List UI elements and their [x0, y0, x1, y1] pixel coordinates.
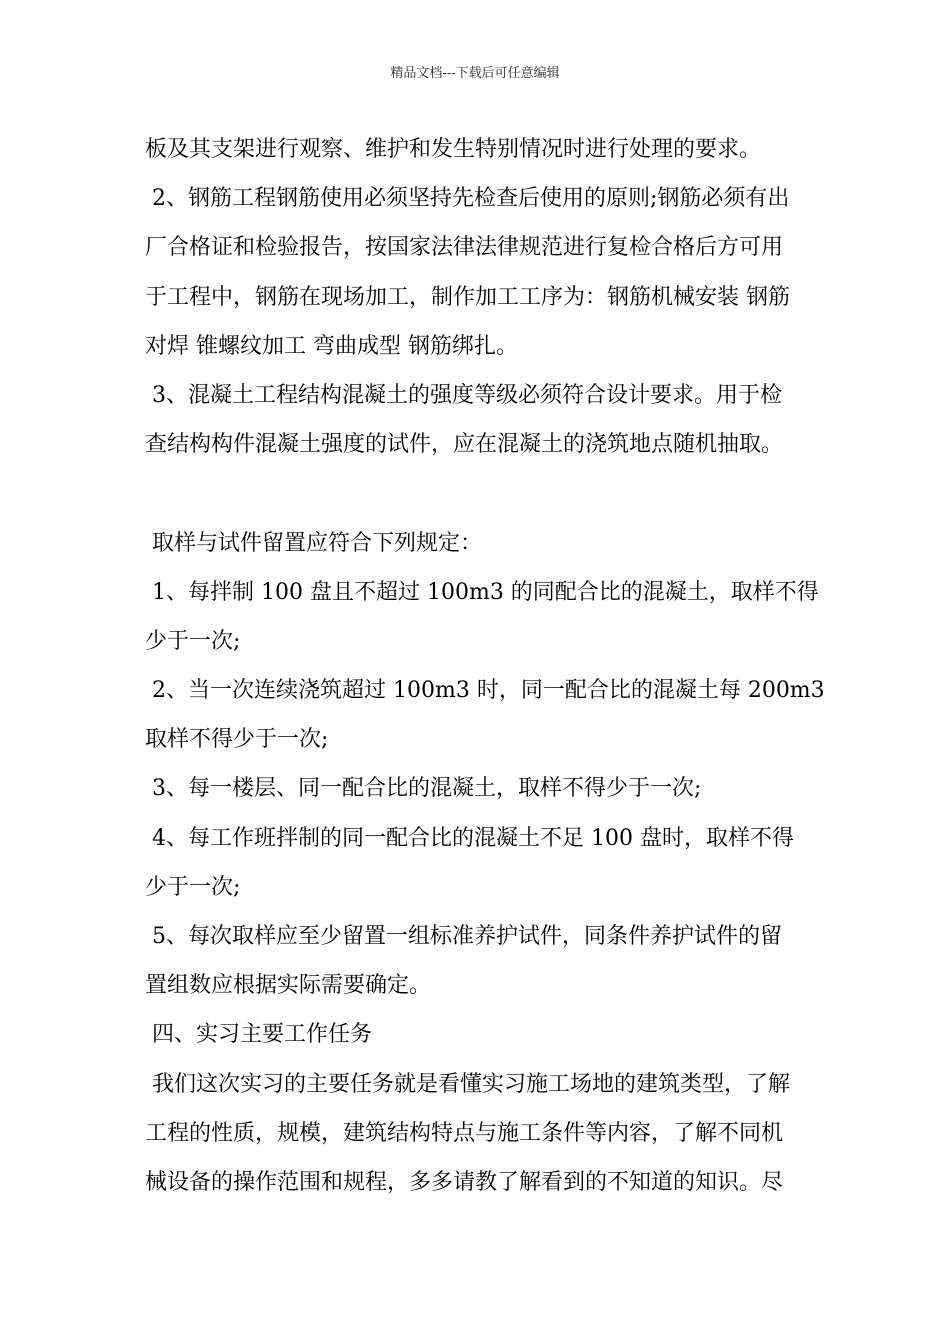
text-line: 2、当一次连续浇筑超过 100m3 时，同一配合比的混凝土每 200m3 — [145, 678, 825, 704]
page-header: 精品文档---下载后可任意编辑 — [390, 66, 560, 81]
text-line: 置组数应根据实际需要确定。 — [145, 973, 432, 999]
text-line: 厂合格证和检验报告，按国家法律法律规范进行复检合格后方可用 — [145, 235, 784, 261]
text-line: 查结构构件混凝土强度的试件，应在混凝土的浇筑地点随机抽取。 — [145, 432, 784, 458]
text-line: 板及其支架进行观察、维护和发生特别情况时进行处理的要求。 — [145, 137, 762, 162]
text-line: 取样不得少于一次; — [145, 727, 329, 753]
text-line: 少于一次; — [145, 874, 241, 900]
text-line: 械设备的操作范围和规程，多多请教了解看到的不知道的知识。尽 — [145, 1169, 784, 1195]
text-line: 4、每工作班拌制的同一配合比的混凝土不足 100 盘时，取样不得 — [145, 825, 794, 851]
text-line: 少于一次; — [145, 628, 241, 654]
blank-line — [145, 469, 807, 518]
text-line: 2、钢筋工程钢筋使用必须坚持先检查后使用的原则;钢筋必须有出 — [145, 186, 790, 212]
text-line: 1、每拌制 100 盘且不超过 100m3 的同配合比的混凝土，取样不得 — [145, 579, 819, 605]
text-line: 工程的性质，规模，建筑结构特点与施工条件等内容，了解不同机 — [145, 1120, 784, 1146]
text-line: 对焊 锥螺纹加工 弯曲成型 钢筋绑扎。 — [145, 333, 518, 359]
section-heading: 四、实习主要工作任务 — [145, 1022, 372, 1048]
text-line: 5、每次取样应至少留置一组标准养护试件，同条件养护试件的留 — [145, 924, 782, 949]
text-line: 3、混凝土工程结构混凝土的强度等级必须符合设计要求。用于检 — [145, 382, 782, 408]
text-line: 取样与试件留置应符合下列规定： — [145, 530, 482, 556]
text-line: 我们这次实习的主要任务就是看懂实习施工场地的建筑类型，了解 — [145, 1071, 790, 1097]
text-line: 于工程中，钢筋在现场加工，制作加工工序为：钢筋机械安装 钢筋 — [145, 284, 790, 310]
text-line: 3、每一楼层、同一配合比的混凝土，取样不得少于一次; — [145, 776, 702, 802]
document-body — [145, 125, 825, 1207]
